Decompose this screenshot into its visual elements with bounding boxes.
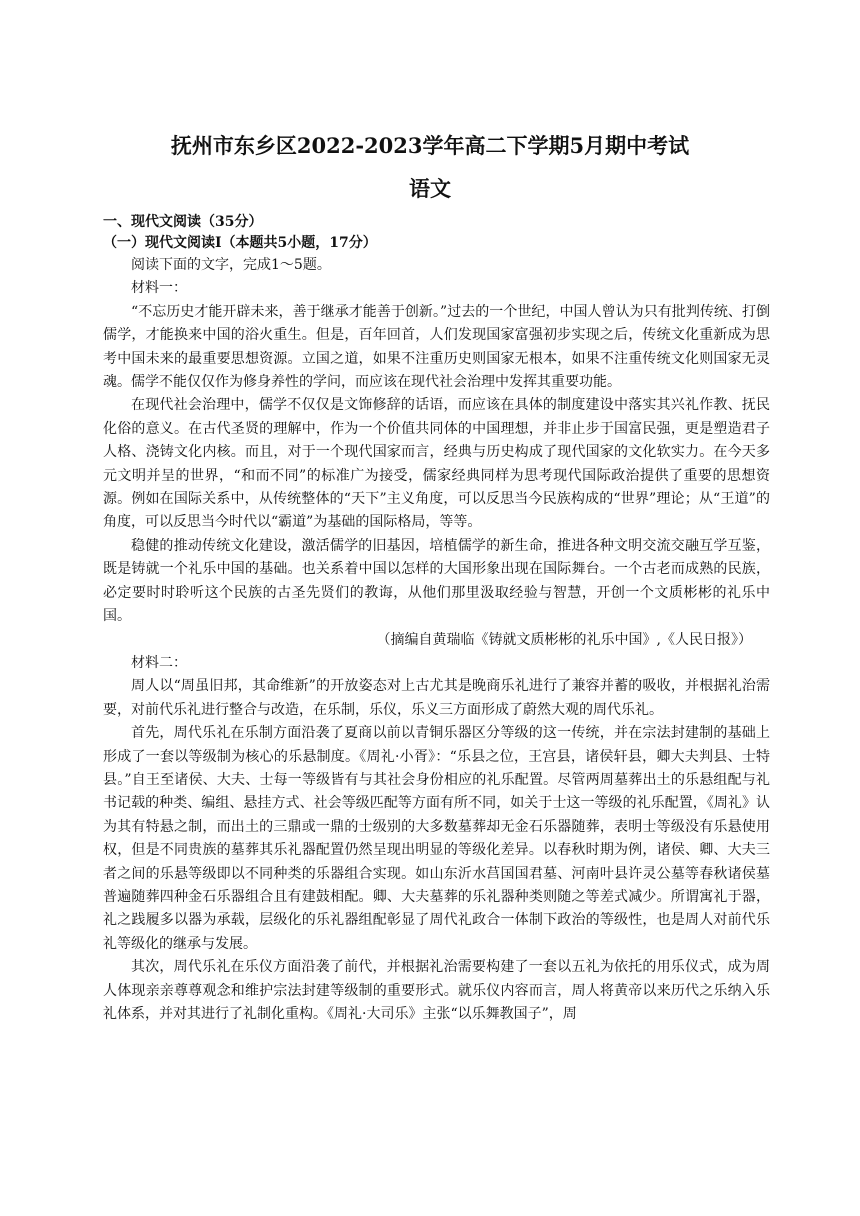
material1-source: （摘编自黄瑞临《铸就文质彬彬的礼乐中国》,《人民日报》） [376, 631, 752, 648]
material1-paragraph-2: 在现代社会治理中，儒学不仅仅是文饰修辞的话语，而应该在具体的制度建设中落实其兴礼作教、抚民化俗的意义。在古代圣贤的理解中，作为一个价值共同体的中国理想，并非止步于国富民强，更是塑造君子人格、浇铸文化内核。而且，对于一个现代国家而言，经典与历史构成了现代国家的文化软实力。在今天多元文明并呈的世界，“和而不同”的标准广为接受，儒家经典同样为思考现代国际政治提供了重要的思想资源。例如在国际关系中，从传统整体的“天下”主义角度，可以反思当今民族构成的“世界”理论；从“王道”的角度，可以反思当今时代以“霸道”为基础的国际格局，等等。 [103, 397, 770, 531]
material1-label: 材料一： [131, 280, 187, 297]
section-heading: 一、现代文阅读（35分） [103, 214, 263, 230]
material2-paragraph-1: 周人以“周虽旧邦，其命维新”的开放姿态对上古尤其是晚商乐礼进行了兼容并蓄的吸收，并根据礼治需要，对前代乐礼进行整合与改造，在乐制，乐仪，乐义三方面形成了蔚然大观的周代乐礼。 [103, 678, 770, 718]
document-title: 抚州市东乡区2022-2023学年高二下学期5月期中考试 [170, 133, 690, 158]
instruction-text: 阅读下面的文字，完成1～5题。 [131, 257, 331, 273]
material1-paragraph-1: “不忘历史才能开辟未来，善于继承才能善于创新。”过去的一个世纪，中国人曾认为只有批判传统、打倒儒学，才能换来中国的浴火重生。但是，百年回首，人们发现国家富强初步实现之后，传统文化重新成为思考中国未来的最重要思想资源。立国之道，如果不注重历史则国家无根本，如果不注重传统文化则国家无灵魂。儒学不能仅仅作为修身养性的学问，而应该在现代社会治理中发挥其重要功能。 [103, 303, 770, 391]
material2-paragraph-2: 首先，周代乐礼在乐制方面沿袭了夏商以前以青铜乐器区分等级的这一传统，并在宗法封建制的基础上形成了一套以等级制为核心的乐悬制度。《周礼·小胥》：“乐县之位，王宫县，诸侯轩县，卿大夫判县、士特县。”自王至诸侯、大夫、士每一等级皆有与其社会身份相应的礼乐配置。尽管两周墓葬出土的乐悬组配与礼书记载的种类、编组、悬挂方式、社会等级匹配等方面有所不同，如关于士这一等级的礼乐配置，《周礼》认为其有特悬之制，而出土的三鼎或一鼎的士级别的大多数墓葬却无金石乐器随葬，表明士等级没有乐悬使用权，但是不同贵族的墓葬其乐礼器配置仍然呈现出明显的等级化差异。以春秋时期为例，诸侯、卿、大夫三者之间的乐悬等级即以不同种类的乐器组合实现。如山东沂水莒国国君墓、河南叶县许灵公墓等春秋诸侯墓普遍随葬四种金石乐器组合且有建鼓相配。卿、大夫墓葬的乐礼器种类则随之等差式减少。所谓寓礼于器，礼之践履多以器为承载，层级化的乐礼器组配彰显了周代礼政合一体制下政治的等级性，也是周人对前代乐礼等级化的继承与发展。 [103, 725, 770, 952]
material2-label: 材料二： [131, 654, 187, 671]
material2-paragraph-3: 其次，周代乐礼在乐仪方面沿袭了前代，并根据礼治需要构建了一套以五礼为依托的用乐仪式，成为周人体现亲亲尊尊观念和维护宗法封建等级制的重要形式。就乐仪内容而言，周人将黄帝以来历代之乐纳入乐礼体系，并对其进行了礼制化重构。《周礼·大司乐》主张“以乐舞教国子”，周 [103, 959, 770, 1022]
subsection-heading: （一）现代文阅读Ⅰ（本题共5小题，17分） [103, 235, 377, 251]
material1-paragraph-3: 稳健的推动传统文化建设，激活儒学的旧基因，培植儒学的新生命，推进各种文明交流交融互学互鉴，既是铸就一个礼乐中国的基础。也关系着中国以怎样的大国形象出现在国际舞台。一个古老而成熟的民族，必定要时时聆听这个民族的古圣先贤们的教诲，从他们那里汲取经验与智慧，开创一个文质彬彬的礼乐中国。 [103, 537, 770, 625]
document-body [103, 212, 770, 1026]
subject-title: 语文 [409, 176, 451, 201]
